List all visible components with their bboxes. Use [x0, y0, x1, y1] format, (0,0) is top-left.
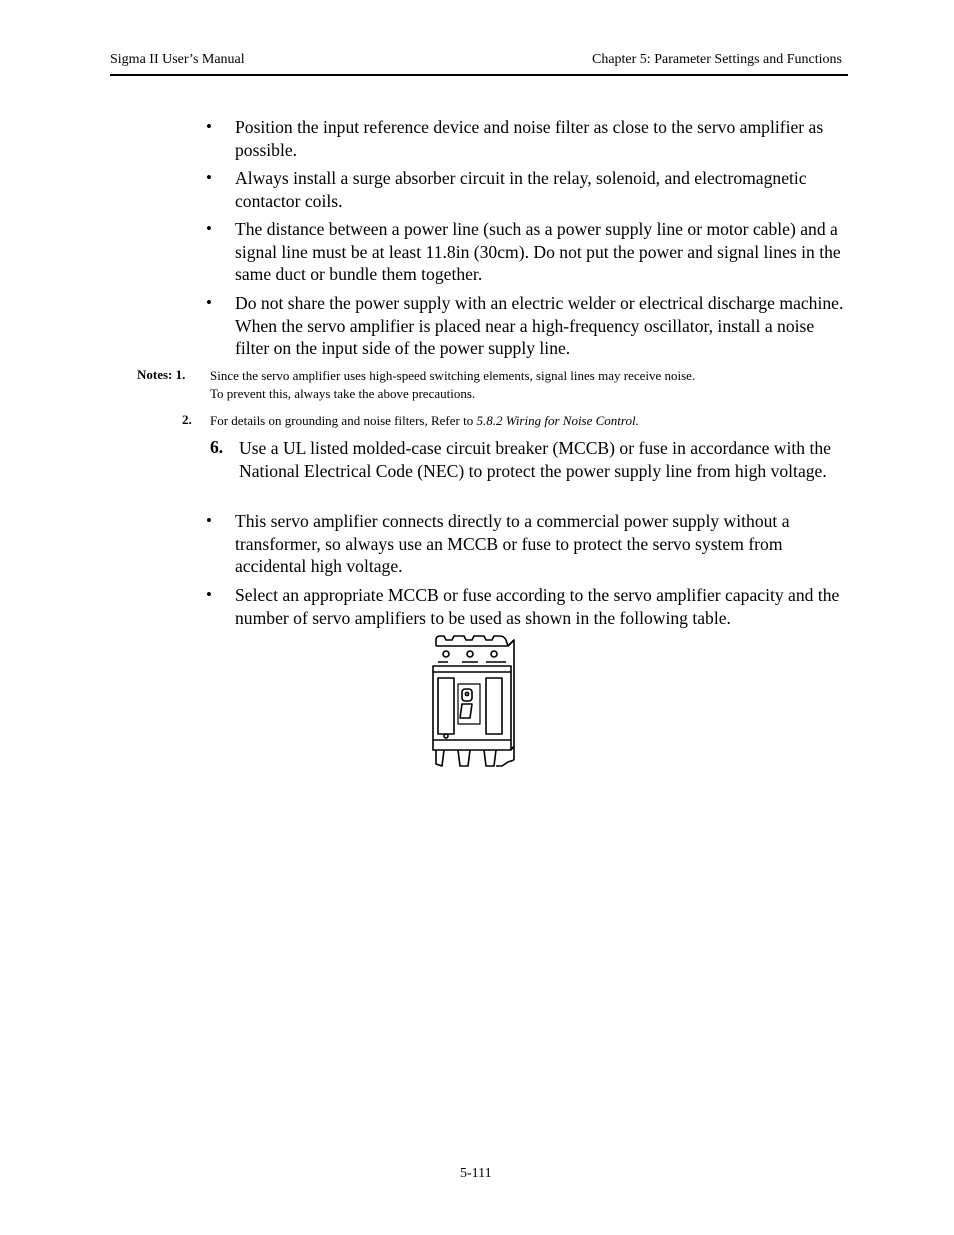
header-rule	[110, 74, 848, 76]
page-number: 5-111	[460, 1166, 492, 1181]
header-right: Chapter 5: Parameter Settings and Functions	[591, 52, 842, 67]
bullet-text: The distance between a power line (such as a power supply line or motor cable) and a signal line must be at least 11.8in (30cm). Do not put the power and signal lines in the same duct or bundle them together.	[235, 219, 841, 284]
notes-label: Notes: 1.	[137, 367, 186, 382]
note-1-line-1: Since the servo amplifier uses high-speed switching elements, signal lines may receive noise.	[210, 368, 696, 383]
bullet-text: Select an appropriate MCCB or fuse according to the servo amplifier capacity and the number of servo amplifiers to be used as shown in the following table.	[235, 585, 840, 628]
bullet-marker: •	[206, 219, 212, 238]
note-2-reference: 5.8.2 Wiring for Noise Control.	[476, 413, 639, 428]
bullet-marker: •	[206, 511, 212, 530]
bullet-marker: •	[206, 117, 212, 136]
note-1-line-2: To prevent this, always take the above precautions.	[210, 386, 476, 401]
bullet-text: Do not share the power supply with an electric welder or electrical discharge machine. When the servo amplifier is placed near a high-frequency oscillator, install a noise filter on the input side of the power supply line.	[235, 293, 844, 358]
note-2-number: 2.	[182, 412, 192, 427]
step-number: 6.	[210, 437, 224, 457]
note-2-text	[210, 412, 840, 429]
note-2-body: For details on grounding and noise filters, Refer to	[210, 413, 477, 428]
bullet-marker: •	[206, 585, 212, 604]
header-left: Sigma II User’s Manual	[110, 52, 245, 67]
bullet-marker: •	[206, 293, 212, 312]
step-text: Use a UL listed molded-case circuit breaker (MCCB) or fuse in accordance with the National Electrical Code (NEC) to protect the power supply line from high voltage.	[239, 438, 831, 481]
bullet-text: Always install a surge absorber circuit in the relay, solenoid, and electromagnetic contactor coils.	[235, 168, 807, 211]
bullet-text: Position the input reference device and noise filter as close to the servo amplifier as possible.	[235, 117, 824, 160]
mccb-breaker-icon	[430, 632, 520, 772]
bullet-text: This servo amplifier connects directly to a commercial power supply without a transformer, so always use an MCCB or fuse to protect the servo system from accidental high voltage.	[235, 511, 790, 576]
bullet-marker: •	[206, 168, 212, 187]
